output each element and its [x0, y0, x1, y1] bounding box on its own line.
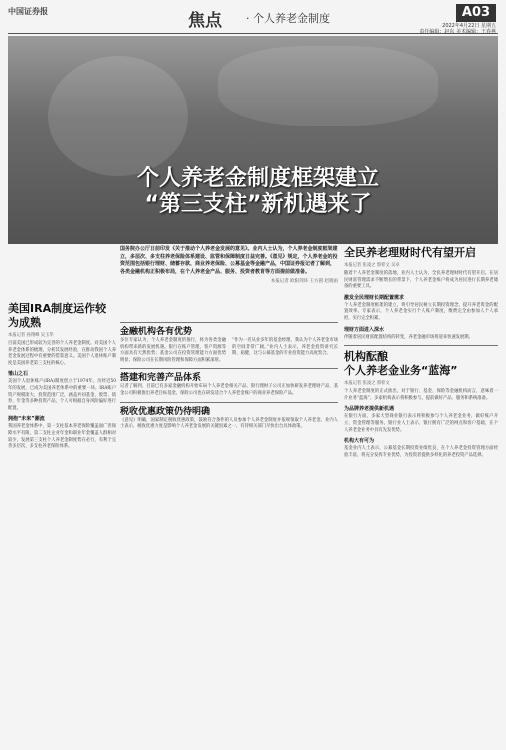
- hero-photo-highlight-2: [218, 46, 438, 126]
- divider: [120, 322, 338, 323]
- right-column-article: [344, 246, 498, 459]
- right-article-headline: 全民养老理财时代有望开启: [344, 246, 476, 259]
- date-line: [406, 23, 496, 35]
- mid-article-body: [120, 338, 338, 364]
- mid-article-paragraph: 《意见》明确，国家制定税收优惠政策，鼓励符合条件的人员参加个人养老金制度并依规领取个人养老金。业内人士表示，税收优惠力度是影响个人养老金发展的关键因素之一，有待相关部门尽快出台具体政策。: [120, 417, 338, 430]
- left-article-paragraph: 美国个人退休账户(IRA)制度创立于1974年，历经近50年的发展，已成为美国养老体系中的重要一环。IRA账户资产规模庞大，投资范围广泛，涵盖共同基金、股票、债券、年金等多种投资产品，个人可根据自身风险偏好进行配置。: [8, 379, 116, 411]
- divider: [120, 368, 338, 369]
- right-article-byline: 本报记者 张凌之 郭梓文 吴卓: [344, 263, 400, 268]
- left-article-paragraph: 我国养老金体系中，第一支柱基本养老保险覆盖面广但保障水平有限，第二支柱企业年金和职业年金覆盖人群相对较少，发展第三支柱个人养老金制度势在必行，有利于完善多层次、多支柱养老保险体系。: [8, 424, 116, 450]
- right-article-paragraph: 伴随着居民财富配置结构的转变，养老金融市场将迎来快速发展期。: [344, 334, 473, 340]
- mid-article-paragraph: 记者了解到，目前已有多家金融机构开始布局个人养老金相关产品。银行理财子公司正加快研发养老理财产品，基金公司积极推出养老目标基金，保险公司也在研发适合个人养老金账户的商业养老保险产品。: [120, 384, 338, 396]
- left-article-subhead: 雏山之石: [8, 371, 29, 378]
- lead-byline: 本报记者 欧阳剑环 王方圆 赵晓雨: [270, 279, 338, 285]
- newspaper-logo: 中国证券报: [8, 6, 48, 16]
- left-article-paragraph: 目前美国已形成较为完善的个人养老金制度。对美国个人养老金体系的梳理，分析其发展经验，在推动我国个人养老金发展过程中有重要的借鉴意义。美国个人退休账户制度是美国养老第三支柱的核心。: [8, 341, 116, 366]
- right-article-headline-2b: 个人养老金业务“蓝海”: [344, 364, 458, 378]
- right-article-subhead: 为品牌养老提供新机遇: [344, 406, 395, 413]
- middle-column-article: [120, 318, 338, 431]
- left-article-byline: 本报记者 孙翔峰 吴玉华: [8, 333, 54, 338]
- editor-text: 责任编辑：赵东 美术编辑：王春燕: [419, 29, 496, 35]
- right-article-subhead: 机构大有可为: [344, 438, 375, 445]
- mid-article-paragraph: 多位专家认为，个人养老金制度的推行，将为各类金融机构带来新的发展机遇。银行在账户管理、客户资源等方面具有天然优势；基金公司在投资管理能力方面优势明显；保险公司在长期风险管理和保障方面积累深厚。: [120, 338, 226, 363]
- page-number: A03: [456, 4, 496, 22]
- mid-article-headline: 金融机构各有优势: [120, 327, 193, 337]
- date-text: 2022年4月22日 星期五: [442, 23, 496, 29]
- lead-text: 国务院办公厅日前印发《关于推动个人养老金发展的意见》。业内人士认为，个人养老金制度框架建立，多层次、多支柱养老保险体系建设、监管和保障制度日益完善。《意见》规定，个人养老金的投资范围包括银行理财、储蓄存款、商业养老保险、公募基金等金融产品，中国证券报记者了解到，各类金融机构正积极布局，在个人养老金产品、服务、投资者教育等方面提前做准备。: [120, 246, 338, 275]
- section-subtitle: · 个人养老金制度: [246, 12, 330, 25]
- main-headline-line2: “第三支柱”新机遇来了: [144, 192, 372, 217]
- right-article-paragraph: 随着个人养老金制度的落地，业内人士认为，全民养老理财时代有望开启。在居民财富管理需求不断增长的背景下，个人养老金账户将成为居民进行长期养老储备的重要工具。: [344, 271, 498, 290]
- hero-photo: [8, 36, 498, 244]
- left-column-article: [8, 302, 116, 451]
- right-article-paragraph: 个人养老金制度的正式推出，对于银行、基金、保险等金融机构而言，意味着一片业务“蓝海”。多家机构表示将积极参与，提前做好产品、服务和系统准备。: [344, 389, 498, 401]
- left-article-subhead: 拥抱“未来”潮流: [8, 416, 45, 423]
- hero-photo-highlight: [48, 56, 188, 176]
- right-article-paragraph: 个人养老金制度框架的建立，将引导居民树立长期投资理念，提升养老资金的配置效率。专家表示，个人养老金实行个人账户制度，缴费完全由参加人个人承担，实行完全积累。: [344, 302, 498, 321]
- right-article-subhead: 激发全民理财长期配置需求: [344, 294, 405, 301]
- right-article-byline: 本报记者 张凌之 郭梓文: [344, 381, 390, 387]
- divider: [344, 345, 498, 346]
- mid-article-headline-3: 税收优惠政策仍待明确: [120, 406, 211, 417]
- right-article-paragraph: 在银行方面，多家大型商业银行表示将积极参与个人养老金业务，做好账户开立、资金管理等服务。银行业人士表示，银行拥有广泛的网点和客户基础，在个人养老金业务中具有先发优势。: [344, 414, 498, 433]
- lead-paragraph: [120, 246, 338, 286]
- section-title: 焦点: [188, 11, 222, 31]
- main-headline: [38, 166, 478, 218]
- right-article-subhead: 理财方面进入深水: [344, 326, 385, 333]
- left-article-headline: 美国IRA制度运作较为成熟: [8, 302, 107, 329]
- right-article-paragraph: 基金业内人士表示，公募基金长期投资业绩优良，在个人养老金投资管理方面经验丰富，将充分发挥专业优势，为投资者提供多样化的养老投资产品选择。: [344, 446, 498, 458]
- mid-article-paragraph: “作为一名从业多年的基金经理，我认为个人养老金市场的空间非常广阔。”业内人士表示，养老金投资讲究长期、稳健，这与公募基金的专业投资能力高度契合。: [232, 338, 338, 357]
- mid-article-headline-2: 搭建和完善产品体系: [120, 373, 202, 384]
- right-article-headline-2: 机构酝酿: [344, 350, 388, 364]
- main-headline-line1: 个人养老金制度框架建立: [136, 166, 379, 191]
- masthead: [8, 4, 498, 34]
- divider: [120, 402, 338, 403]
